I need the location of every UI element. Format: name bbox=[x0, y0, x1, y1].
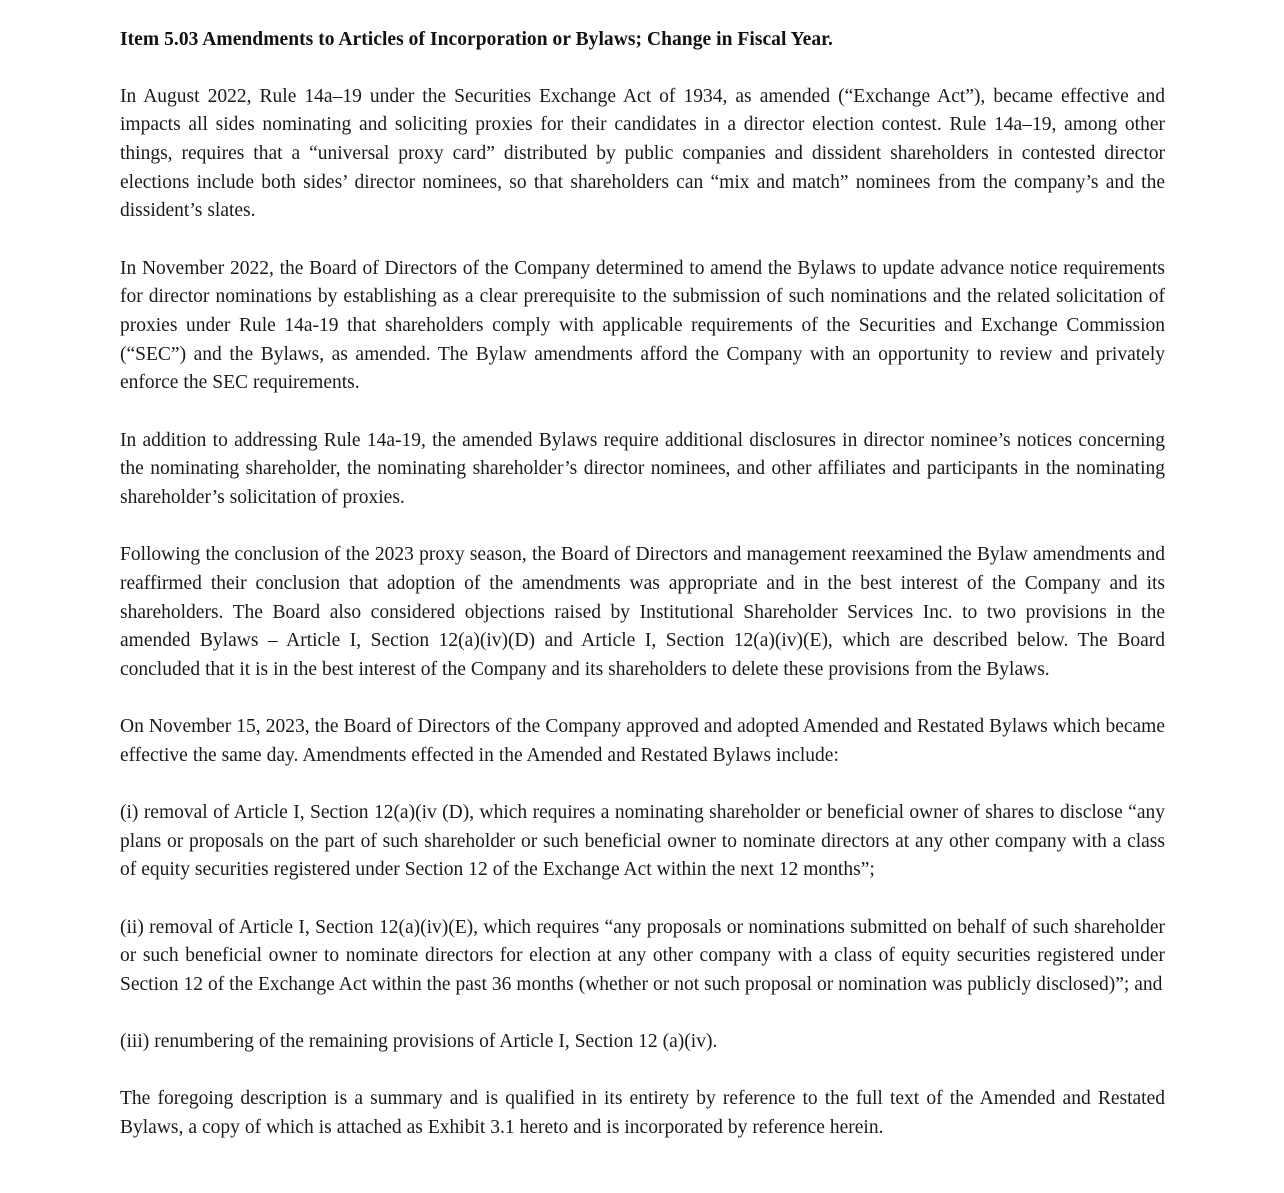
paragraph-november-2022-board-action: In November 2022, the Board of Directors of the Company determined to amend the Bylaws to update advance notice requirements for director nominations by establishing as a clear prerequisite to the submission of such nominations and the related solicitation of proxies under Rule 14a-19 that shareholders comply with applicable requirements of the Securities and Exchange Commission (“SEC”) and the Bylaws, as amended. The Bylaw amendments afford the Company with an opportunity to review and privately enforce the SEC requirements. bbox=[120, 257, 1165, 394]
paragraph-summary-qualification: The foregoing description is a summary and is qualified in its entirety by reference to the full text of the Amended and Restated Bylaws, a copy of which is attached as Exhibit 3.1 hereto and is incorporated by reference herein. bbox=[120, 1088, 1165, 1139]
paragraph-amendment-iii: (iii) renumbering of the remaining provisions of Article I, Section 12 (a)(iv). bbox=[120, 1031, 718, 1053]
paragraph-2023-proxy-season-review: Following the conclusion of the 2023 proxy season, the Board of Directors and management reexamined the Bylaw amendments and reaffirmed their conclusion that adoption of the amendments was appropriate and in the best interest of the Company and its shareholders. The Board also considered objections raised by Institutional Shareholder Services Inc. to two provisions in the amended Bylaws – Article I, Section 12(a)(iv)(D) and Article I, Section 12(a)(iv)(E), which are described below. The Board concluded that it is in the best interest of the Company and its shareholders to delete these provisions from the Bylaws. bbox=[120, 544, 1165, 680]
paragraph-amendment-i: (i) removal of Article I, Section 12(a)(iv (D), which requires a nominating shareholder or beneficial owner of shares to disclose “any plans or proposals on the part of such shareholder or such beneficial owner to nominate directors at any other company with a class of equity securities registered under Section 12 of the Exchange Act within the next 12 months”; bbox=[120, 802, 1165, 881]
paragraph-additional-disclosures: In addition to addressing Rule 14a-19, the amended Bylaws require additional disclosures in director nominee’s notices concerning the nominating shareholder, the nominating shareholder’s director nominees, and other affiliates and participants in the nominating shareholder’s solicitation of proxies. bbox=[120, 429, 1165, 508]
page-title: Item 5.03 Amendments to Articles of Incorporation or Bylaws; Change in Fiscal Year. bbox=[120, 29, 833, 50]
paragraph-amendment-ii: (ii) removal of Article I, Section 12(a)(iv)(E), which requires “any proposals or nominations submitted on behalf of such shareholder or such beneficial owner to nominate directors for election at any other company with a class of equity securities registered under Section 12 of the Exchange Act within the past 36 months (whether or not such proposal or nomination was publicly disclosed)”; and bbox=[120, 916, 1165, 996]
paragraph-rule-14a-19-background: In August 2022, Rule 14a–19 under the Securities Exchange Act of 1934, as amended (“Exchange Act”), became effective and impacts all sides nominating and soliciting proxies for their candidates in a director election contest. Rule 14a–19, among other things, requires that a “universal proxy card” distributed by public companies and dissident shareholders in contested director elections include both sides’ director nominees, so that shareholders can “mix and match” nominees from the company’s and the dissident’s slates. bbox=[120, 85, 1165, 222]
paragraph-november-15-2023-adoption: On November 15, 2023, the Board of Directors of the Company approved and adopted Amended and Restated Bylaws which became effective the same day. Amendments effected in the Amended and Restated Bylaws include: bbox=[120, 716, 1165, 766]
